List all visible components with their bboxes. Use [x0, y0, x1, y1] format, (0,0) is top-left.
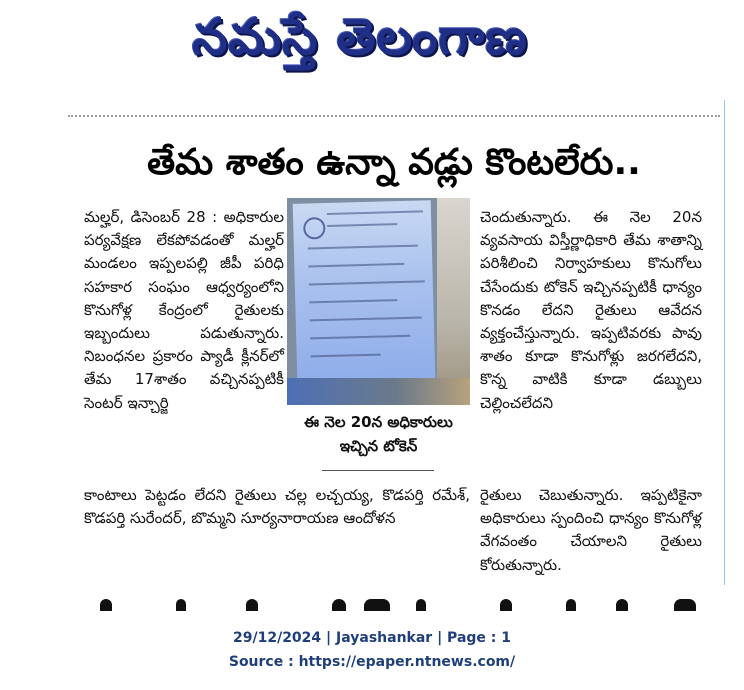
photo-caption [287, 410, 470, 466]
article-photo [287, 198, 470, 405]
page-footer [0, 626, 744, 674]
footer-source-link[interactable]: Source : https://epaper.ntnews.com/ [228, 654, 516, 670]
article-left-text: మల్హర్, డిసెంబర్ 28 : అధికారుల పర్యవేక్షణ లేకపోవడంతో మల్హర్ మండలం ఇప్పలపల్లి జీపీ పరిధి సహకార సంఘం ఆధ్వర్యంలోని కొనుగోళ్ల కేంద్రంలో రైతులకు ఇబ్బందులు పడుతున్నారు. నిబంధనల ప్రకారం ప్యాడీ క్లీనర్‌లో తేమ 17శాతం వచ్చినప్పటికీ సెంటర్ ఇన్చార్జి [84, 208, 284, 412]
photo-text-line [309, 280, 425, 285]
cropped-next-headline [96, 593, 700, 611]
photo-text-line [310, 335, 410, 340]
article-right-bottom-column [480, 484, 702, 574]
dotted-divider [68, 115, 720, 117]
article-right-bottom-text: రైతులు చెబుతున్నారు. ఇప్పటికైనా అధికారులు స్పందించి ధాన్యం కొనుగోళ్ల వేగవంతం చేయాలని రైతులు కోరుతున్నారు. [480, 486, 702, 574]
photo-caption-line2: ఇచ్చిన టోకెన్ [339, 437, 418, 455]
article-headline: తేమ శాతం ఉన్నా వడ్లు కొంటలేరు.. [147, 142, 641, 183]
photo-text-line [311, 354, 381, 358]
footer-edition-info: 29/12/2024 | Jayashankar | Page : 1 [233, 630, 511, 646]
article-left-wide-column [84, 484, 470, 574]
photo-text-line [308, 245, 418, 250]
photo-floor [287, 378, 470, 405]
caption-underline [322, 470, 434, 471]
photo-caption-line1: ఈ నెల 20న అధికారులు [304, 413, 453, 431]
masthead-logo: నమస్తే తెలంగాణ [192, 7, 528, 66]
photo-text-line [309, 299, 397, 303]
photo-text-line [327, 210, 423, 215]
article-right-text: చెందుతున్నారు. ఈ నెల 20న వ్యవసాయ విస్తీర్ణాధికారి తేమ శాతాన్ని పరిశీలించి నిర్వాహకులు కొనుగోలు చేసేందుకు టోకెన్ ఇచ్చినప్పటికీ ధాన్యం కొనడం లేదని రైతులు ఆవేదన వ్యక్తంచేస్తున్నారు. ఇప్పటివరకు పావు శాతం కూడా కొనుగోళ్లు జరగలేదని, కొన్న వాటికి కూడా డబ్బులు చెల్లించలేదని [480, 208, 702, 412]
stamp-icon [303, 217, 326, 240]
article-left-wide-text: కాంటాలు పెట్టడం లేదని రైతులు చల్ల లచ్చయ్య, కొడపర్తి రమేశ్, కొడపర్తి సురేందర్, బొమ్మని సూర్యనారాయణ ఆందోళన [84, 486, 470, 528]
photo-text-line [327, 223, 397, 227]
article-right-column [480, 206, 702, 484]
photo-background [437, 198, 470, 405]
column-rule [724, 100, 725, 585]
token-document-image [293, 200, 436, 382]
article-left-column [84, 206, 284, 484]
photo-text-line [308, 263, 404, 268]
photo-text-line [310, 316, 422, 321]
